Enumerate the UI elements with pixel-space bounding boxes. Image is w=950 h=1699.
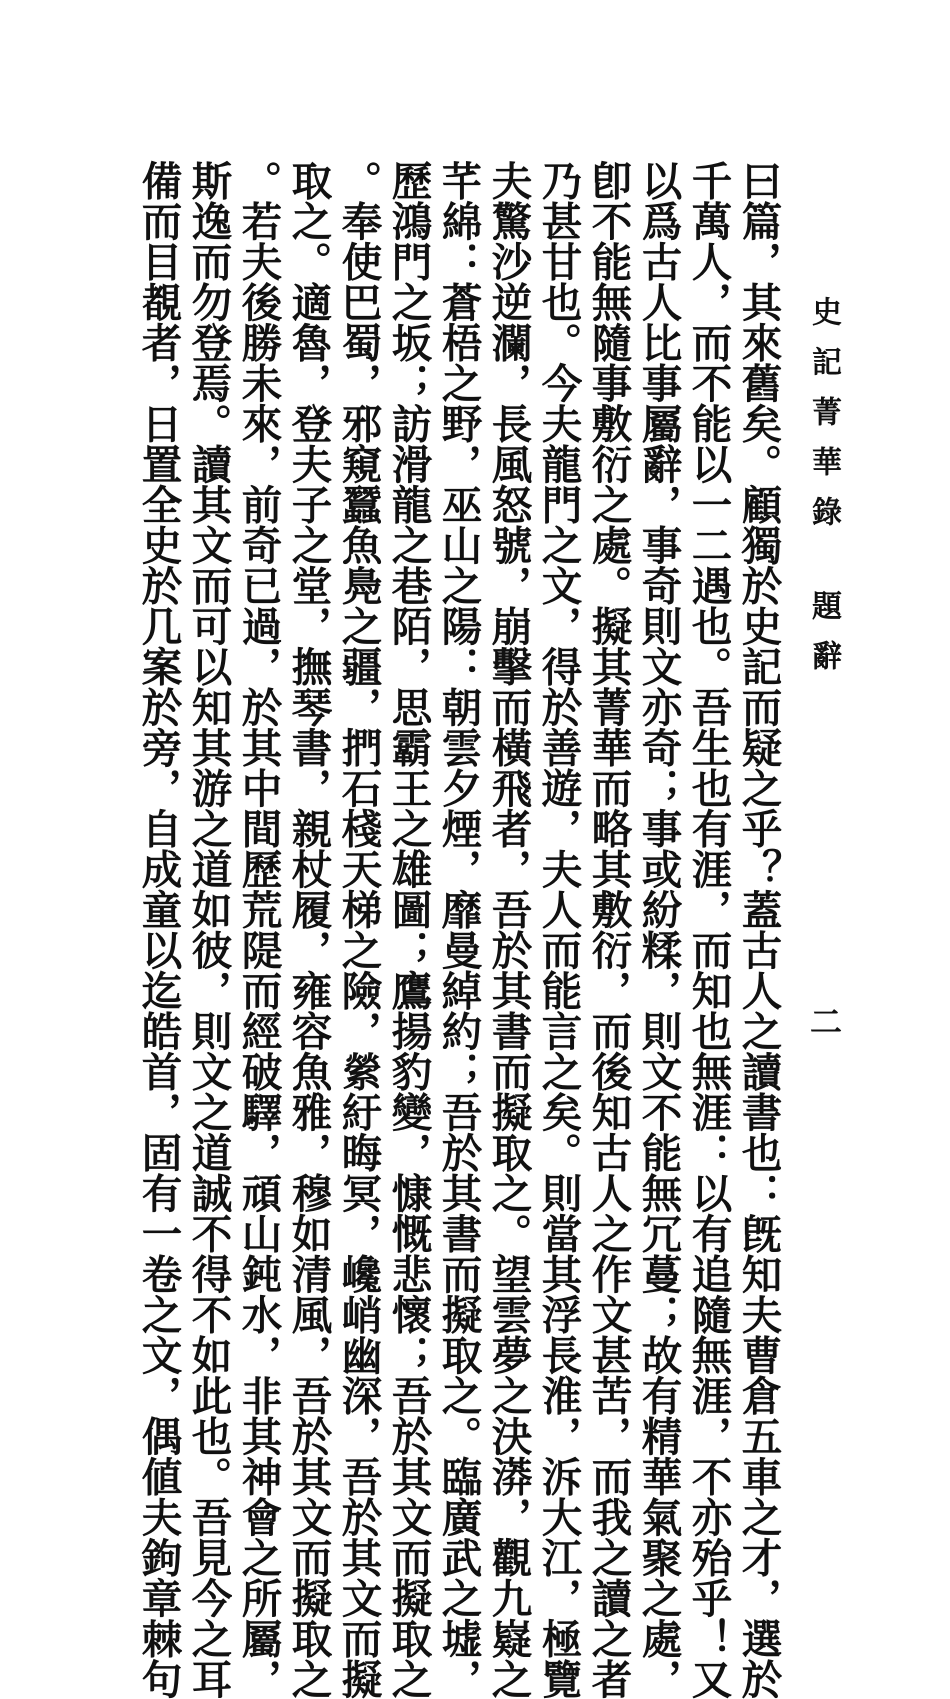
book-title: 史記菁華錄	[806, 296, 841, 546]
text-column: 卽不能無隨事敷衍之處。擬其菁華而略其敷衍，而後知古人之作文甚苦，而我之讀之者	[584, 160, 633, 1699]
running-header	[806, 296, 841, 690]
text-column: 取之。適魯，登夫子之堂，撫琴書，親杖履，雍容魚雅，穆如清風，吾於其文而擬取之	[284, 160, 333, 1699]
text-column: 以爲古人比事屬辭，事奇則文亦奇；事或紛糅，則文不能無冗蔓；故有精華氣聚之處，	[634, 160, 683, 1699]
text-column: 乃甚甘也。今夫龍門之文，得於善遊，夫人而能言之矣。則當其浮長淮，泝大江，極覽	[534, 160, 583, 1699]
text-column: 曰篇，其來舊矣。顧獨於史記而疑之乎？蓋古人之讀書也：旣知夫曹倉五車之才，選於	[734, 160, 783, 1699]
text-column: 千萬人，而不能以一二遇也。吾生也有涯，而知也無涯：以有追隨無涯，不亦殆乎！又	[684, 160, 733, 1699]
text-column: 斯逸而勿登焉。讀其文而可以知其游之道如彼，則文之道誠不得不如此也。吾見今之耳	[184, 160, 233, 1699]
text-column: 夫驚沙逆瀾，長風怒號，崩擊而橫飛者，吾於其書而擬取之。望雲夢之決漭，觀九嶷之	[484, 160, 533, 1699]
text-column: 。若夫後勝未來，前奇已過，於其中間歷荒隄而經破驛，頑山鈍水，非其神會之所屬，	[234, 160, 283, 1699]
section-title: 題辭	[806, 590, 841, 690]
text-column: 芊綿：蒼梧之野，巫山之陽：朝雲夕煙，靡曼綽約；吾於其書而擬取之。臨廣武之墟，	[434, 160, 483, 1699]
page-number: 二	[805, 1005, 843, 1037]
text-column: 備而目覩者，日置全史於几案於旁，自成童以迄皓首，固有一卷之文，偶値夫鉤章棘句	[134, 160, 183, 1699]
text-column: 歷鴻門之坂；訪滑龍之巷陌，思霸王之雄圖；鷹揚豹變，慷慨悲懷；吾於其文而擬取之	[384, 160, 433, 1699]
text-column: 。奉使巴蜀，邪窺蠶魚鳧之疆，捫石棧天梯之險，縈紆晦冥，巉峭幽深，吾於其文而擬	[334, 160, 383, 1699]
